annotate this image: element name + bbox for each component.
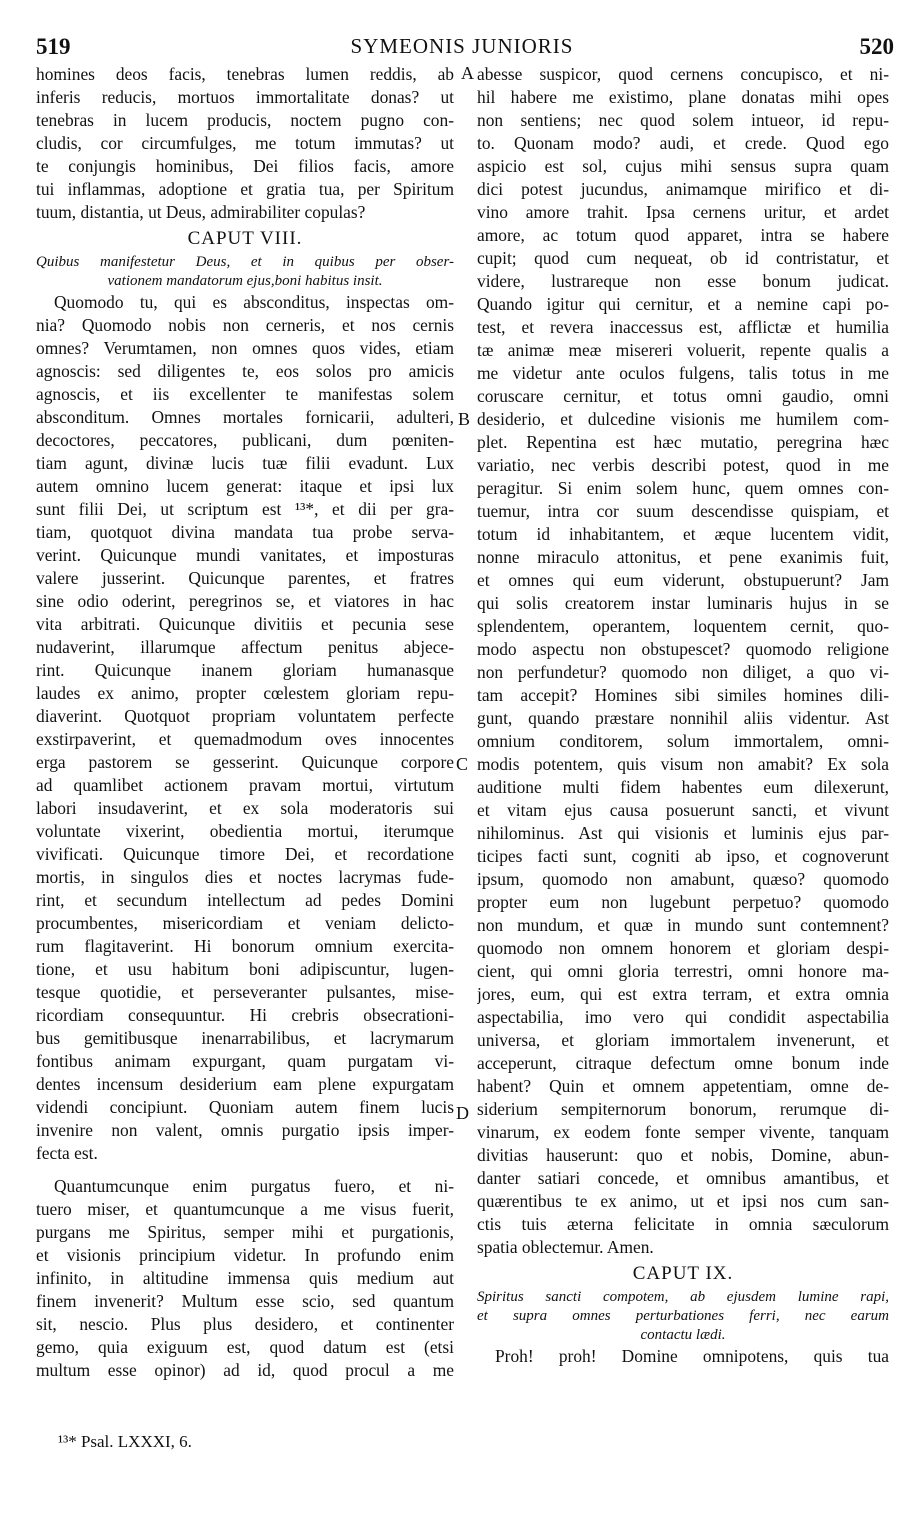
text-line: autem omnino lucem generat: itaque et ipsi lux — [36, 476, 454, 496]
text-line: infinito, in altitudine immensa quis medium aut — [36, 1268, 454, 1288]
text-line: variatio, nec verbis describi potest, quod in me — [477, 455, 889, 475]
chapter-subtitle-line: et supra omnes perturbationes ferri, nec earum — [477, 1308, 889, 1324]
text-line: cupit; quod cum nequeat, ob id contristatur, et — [477, 248, 889, 268]
text-line: desiderio, et dulcedine visionis me humilem com- — [477, 409, 889, 429]
text-line: danter satiari concede, et omnibus amantibus, et — [477, 1168, 889, 1188]
text-line: non sentiens; nec quod solem intueor, id repu- — [477, 110, 889, 130]
text-line: aspectabilia, imo vero qui condidit aspectabilia — [477, 1007, 889, 1027]
text-line: splendentem, operantem, loquentem cernit, quo- — [477, 616, 889, 636]
text-line: ipsum, quomodo non amabunt, quæso? quomodo — [477, 869, 889, 889]
text-line: nudaverint, illarumque affectum penitus abjece- — [36, 637, 454, 657]
page-header — [0, 34, 924, 64]
text-line: tam accepit? Homines sibi similes homines dili- — [477, 685, 889, 705]
text-line: test, et revera inaccessus est, afflictæ et humilia — [477, 317, 889, 337]
text-line: diaverint. Quotquot propriam voluntatem perfecte — [36, 706, 454, 726]
footnote: ¹³* Psal. LXXXI, 6. — [58, 1432, 192, 1451]
text-line: auditione multi fidem habentes eum dilexerunt, — [477, 777, 889, 797]
text-line: voluntate vixerint, obedientia mortui, iterumque — [36, 821, 454, 841]
chapter-title: CAPUT IX. — [632, 1263, 734, 1284]
text-line: ad quamlibet actionem pravam mortui, virtutum — [36, 775, 454, 795]
text-line: et visionis principium videtur. In profundo enim — [36, 1245, 454, 1265]
text-line: multum esse opinor) ad id, quod procul a me — [36, 1360, 454, 1380]
text-line: rint, et secundum intellectum ad pedes Domini — [36, 890, 454, 910]
text-line: fecta est. — [36, 1143, 98, 1163]
text-line: modis potentem, quis visum non amabit? Ex sola — [477, 754, 889, 774]
text-line: homines deos facis, tenebras lumen reddis, ab — [36, 64, 454, 84]
text-line: jores, eum, qui est extra terram, et extra omnia — [477, 984, 889, 1004]
text-line: vivificati. Quicunque timore Dei, et recordatione — [36, 844, 454, 864]
text-line: cludis, cor circumfulges, me totum immutas? ut — [36, 133, 454, 153]
text-line: nonne miraculo attonitus, et pene exanimis fuit, — [477, 547, 889, 567]
text-line: tiam, quotquot divina mandata tua probe serva- — [36, 522, 454, 542]
text-line: videndi concipiunt. Quoniam autem finem lucis — [36, 1097, 454, 1117]
text-line: ticipes facti sunt, cogniti ab ipso, et cognoverunt — [477, 846, 889, 866]
text-line: purgans me Spiritus, semper mihi et purgationis, — [36, 1222, 454, 1242]
text-line: sine odio oderint, peregrinos se, et viatores in hac — [36, 591, 454, 611]
text-line: erga pastorem se gesserint. Quicunque corpore — [36, 752, 454, 772]
text-line: inferis reducis, mortuos immortalitate donas? ut — [36, 87, 454, 107]
text-line: exstirpaverint, et quemadmodum oves innocentes — [36, 729, 454, 749]
text-line: siderium sempiternorum bonorum, rerumque di- — [477, 1099, 889, 1119]
text-line: tuemur, intra cor suum descendisse quispiam, et — [477, 501, 889, 521]
text-line: hil habere me existimo, plane donatas mihi opes — [477, 87, 889, 107]
text-line: gunt, quando præstare nonnihil aliis videntur. Ast — [477, 708, 889, 728]
text-line: bus gemitibusque inenarrabilibus, et lacrymarum — [36, 1028, 454, 1048]
text-line: tesque quotidie, et perseveranter pulsantes, mise- — [36, 982, 454, 1002]
page-number-left: 519 — [36, 34, 71, 59]
text-line: rum flagitaverint. Hi bonorum omnium exercita- — [36, 936, 454, 956]
text-line: procumbentes, misericordiam et veniam delicto- — [36, 913, 454, 933]
text-line: verint. Quicunque mundi vanitates, et imposturas — [36, 545, 454, 565]
chapter-title: CAPUT VIII. — [187, 228, 303, 249]
text-line: invenire non valent, omnis purgatio ipsis imper- — [36, 1120, 454, 1140]
text-line: spatia oblectemur. Amen. — [477, 1237, 654, 1257]
text-line: me videtur ante oculos fulgens, talis totus in me — [477, 363, 889, 383]
text-line: dentes incensum desiderium eam plene expurgatam — [36, 1074, 454, 1094]
text-line: tuero miser, et quantumcunque a me visus fuerit, — [36, 1199, 454, 1219]
text-line: sunt filii Dei, ut scriptum est ¹³*, et dii per gra- — [36, 499, 454, 519]
text-line: decoctores, peccatores, publicani, dum pœniten- — [36, 430, 454, 450]
text-line: tione, et usu habitum boni adipiscuntur, lugen- — [36, 959, 454, 979]
text-line: nia? Quomodo nobis non cerneris, et nos cernis — [36, 315, 454, 335]
text-line: fontibus animam expurgant, quam purgatam vi- — [36, 1051, 454, 1071]
text-line: qui solis creatorem instar luminaris hujus in se — [477, 593, 889, 613]
text-line: Proh! proh! Domine omnipotens, quis tua — [495, 1346, 889, 1366]
text-line: peragitur. Si enim solem hunc, quem omnes con- — [477, 478, 889, 498]
chapter-subtitle-line: contactu lædi. — [640, 1327, 726, 1343]
text-line: et omnes qui eum viderunt, obstupuerunt? Jam — [477, 570, 889, 590]
text-line: vino amore trahit. Ipsa cernens uritur, et ardet — [477, 202, 889, 222]
text-line: quærentibus te ex animo, ut et ipsi nos cum san- — [477, 1191, 889, 1211]
text-line: abesse suspicor, quod cernens concupisco, et ni- — [477, 64, 889, 84]
text-line: non perfundetur? quomodo non diliget, a quo vi- — [477, 662, 889, 682]
text-line: gemo, quia exiguum est, quod datum est (etsi — [36, 1337, 454, 1357]
text-line: ricordiam consequuntur. Hi crebris obsecrationi- — [36, 1005, 454, 1025]
text-line: propter eum non lugebunt perpetuo? quomodo — [477, 892, 889, 912]
text-line: tenebras in lucem producis, noctem pugno con- — [36, 110, 454, 130]
text-line: vita arbitrati. Quicunque divitiis et pecunia sese — [36, 614, 454, 634]
chapter-subtitle-line: Quibus manifestetur Deus, et in quibus per obser- — [36, 254, 454, 270]
text-line: videre, lustrareque non esse bonum judicat. — [477, 271, 889, 291]
text-line: finem invenerit? Multum esse scio, sed quantum — [36, 1291, 454, 1311]
text-line: Quantumcunque enim purgatus fuero, et ni- — [54, 1176, 454, 1196]
text-line: modo aspectu non obstupescet? quomodo religione — [477, 639, 889, 659]
text-line: totum id inhabitantem, et æque lucentem vidit, — [477, 524, 889, 544]
text-line: omnium conditorem, solum immortalem, omni- — [477, 731, 889, 751]
text-line: tiam agunt, divinæ lucis tuæ filii evadunt. Lux — [36, 453, 454, 473]
text-line: divitias hauserunt: quo et nobis, Domine, abun- — [477, 1145, 889, 1165]
text-line: acceperunt, citraque defectum omne bonum inde — [477, 1053, 889, 1073]
text-line: Quando igitur qui cernitur, et a nemine capi po- — [477, 294, 889, 314]
text-line: nihilominus. Ast qui visionis et luminis ejus par- — [477, 823, 889, 843]
text-line: aspicio est sol, cujus mihi sensus supra quam — [477, 156, 889, 176]
column-marker-c: C — [456, 754, 469, 774]
text-line: tui inflammas, adoptione et gratia tua, per Spiritum — [36, 179, 454, 199]
text-line: rint. Quicunque inanem gloriam humanasque — [36, 660, 454, 680]
text-line: agnoscis: sed diligentes te, eos solos pro amicis — [36, 361, 454, 381]
text-line: te conjungis hominibus, Dei filios facis, amore — [36, 156, 454, 176]
text-line: omnes? Verumtamen, non omnes quos vides, etiam — [36, 338, 454, 358]
text-line: agnoscis, et iis excellenter te manifestas solem — [36, 384, 454, 404]
text-line: tæ animæ meæ misereri voluerit, repente qualis a — [477, 340, 889, 360]
text-line: labori insudaverint, et ex sola moderatoris sui — [36, 798, 454, 818]
text-line: coruscare cernitur, et totus omni gaudio, omni — [477, 386, 889, 406]
text-line: non mundum, et quæ in mundo sunt contemnent? — [477, 915, 889, 935]
text-line: universa, et gloriam immortalem invenerunt, et — [477, 1030, 889, 1050]
column-marker-b: B — [458, 409, 471, 429]
column-marker-a: A — [461, 63, 474, 83]
text-line: absconditum. Omnes mortales fornicarii, adulteri, — [36, 407, 454, 427]
text-line: plet. Repentina est hæc mutatio, peregrina hæc — [477, 432, 889, 452]
text-line: et vitam ejus causa posuerunt sancti, et vivunt — [477, 800, 889, 820]
text-line: valere jusserint. Quicunque parentes, et fratres — [36, 568, 454, 588]
text-line: Quomodo tu, qui es absconditus, inspectas om- — [54, 292, 454, 312]
text-line: mortis, in singulos dies et noctes lacrymas fude- — [36, 867, 454, 887]
text-line: tuum, distantia, ut Deus, admirabiliter copulas? — [36, 202, 366, 222]
left-column — [36, 63, 454, 1382]
text-line: amore, ac totum quod apparet, intra se habere — [477, 225, 889, 245]
text-line: dici potest jucundus, animamque mirifico et di- — [477, 179, 889, 199]
text-line: quomodo non omnem honorem et gloriam despi- — [477, 938, 889, 958]
text-line: sit, nescio. Plus plus desidero, et continenter — [36, 1314, 454, 1334]
paragraph-gap — [36, 1165, 454, 1175]
chapter-subtitle-line: Spiritus sancti compotem, ab ejusdem lumine rapi, — [477, 1289, 889, 1305]
right-column — [477, 63, 889, 1368]
text-line: to. Quonam modo? audi, et crede. Quod ego — [477, 133, 889, 153]
text-line: laudes ex animo, propter cœlestem gloriam repu- — [36, 683, 454, 703]
text-line: vinarum, ex eodem fonte semper vivente, tanquam — [477, 1122, 889, 1142]
running-title: SYMEONIS JUNIORIS — [350, 34, 574, 58]
page-number-right: 520 — [859, 34, 894, 59]
column-marker-d: D — [456, 1103, 469, 1123]
chapter-subtitle-line: vationem mandatorum ejus,boni habitus insit. — [107, 273, 383, 289]
text-line: habent? Quin et omnem appetentiam, omne de- — [477, 1076, 889, 1096]
text-line: cient, qui omni gloria terrestri, omni honore ma- — [477, 961, 889, 981]
text-line: ctis tuis æterna felicitate in omnia sæculorum — [477, 1214, 889, 1234]
